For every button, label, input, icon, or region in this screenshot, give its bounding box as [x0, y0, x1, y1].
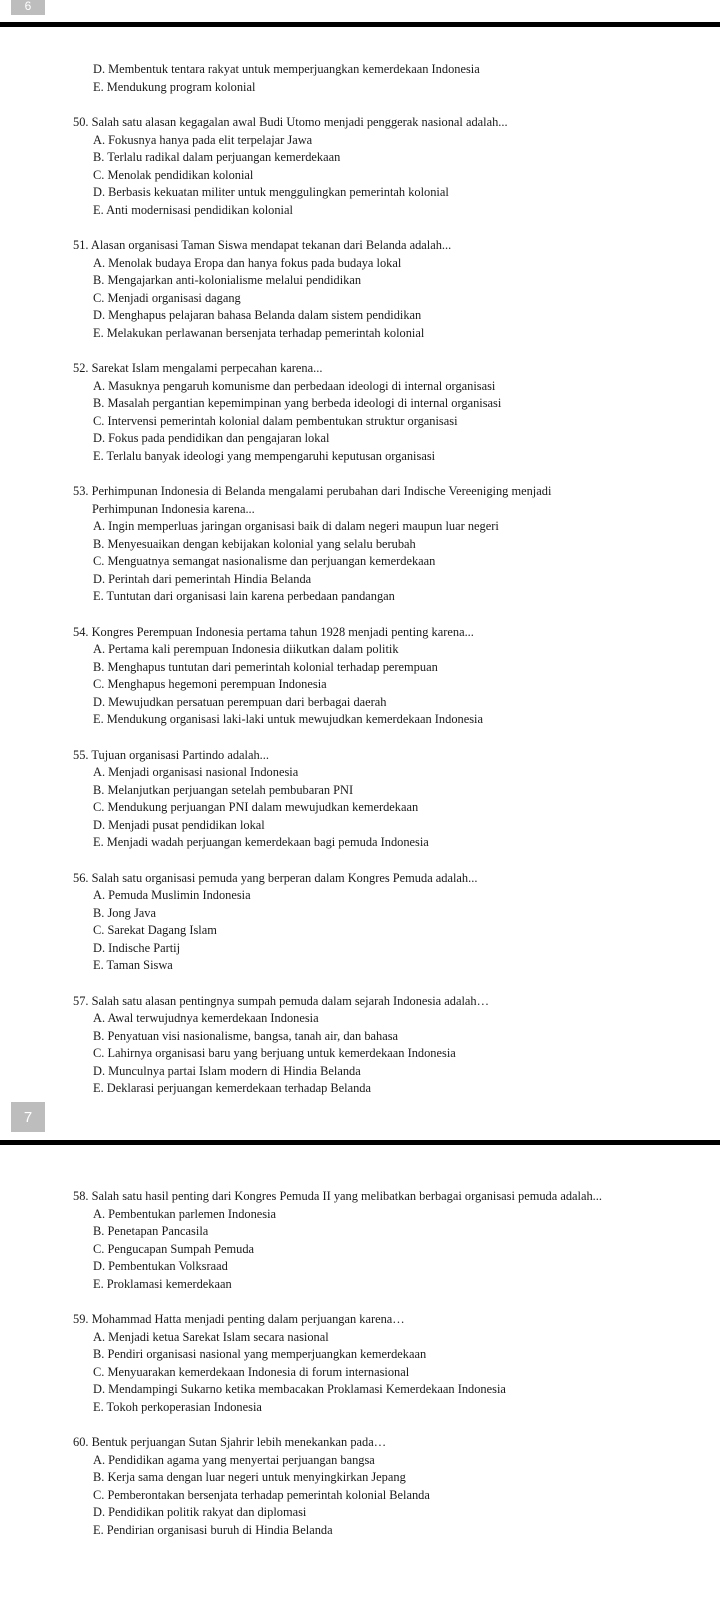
option: D. Pendidikan politik rakyat dan diplomasi [93, 1505, 307, 1519]
option: C. Menolak pendidikan kolonial [93, 167, 254, 182]
option: C. Menghapus hegemoni perempuan Indonesia [93, 677, 327, 691]
option: C. Pemberontakan bersenjata terhadap pemerintah kolonial Belanda [93, 1487, 430, 1502]
option: D. Menjadi pusat pendidikan lokal [93, 817, 265, 832]
option: B. Menyesuaikan dengan kebijakan kolonial yang selalu berubah [93, 536, 416, 551]
option: D. Indische Partij [93, 940, 181, 955]
option: E. Menjadi wadah perjuangan kemerdekaan bagi pemuda Indonesia [93, 835, 429, 849]
option: D. Mendampingi Sukarno ketika membacakan Proklamasi Kemerdekaan Indonesia [93, 1382, 506, 1396]
question-54 [0, 624, 720, 729]
option: A. Pemuda Muslimin Indonesia [93, 888, 251, 902]
option: A. Awal terwujudnya kemerdekaan Indonesia [93, 1011, 319, 1025]
option: E. Tuntutan dari organisasi lain karena perbedaan pandangan [93, 589, 395, 603]
question-text: 55. Tujuan organisasi Partindo adalah... [73, 747, 269, 762]
question-53 [0, 483, 720, 606]
question-60 [0, 1434, 720, 1539]
question-text-line: 53. Perhimpunan Indonesia di Belanda mengalami perubahan dari Indische Vereeniging menjadi [73, 484, 552, 498]
option: A. Masuknya pengaruh komunisme dan perbedaan ideologi di internal organisasi [93, 378, 496, 393]
option: C. Mendukung perjuangan PNI dalam mewujudkan kemerdekaan [93, 800, 419, 814]
page-number-badge: 6 [11, 0, 45, 15]
option: E. Tokoh perkoperasian Indonesia [93, 1399, 262, 1414]
option: B. Masalah pergantian kepemimpinan yang berbeda ideologi di internal organisasi [93, 396, 502, 410]
option: E. Mendukung organisasi laki-laki untuk mewujudkan kemerdekaan Indonesia [93, 712, 483, 726]
option: D. Membentuk tentara rakyat untuk memperjuangkan kemerdekaan Indonesia [93, 62, 480, 76]
option: B. Menghapus tuntutan dari pemerintah kolonial terhadap perempuan [93, 659, 438, 674]
option: A. Menolak budaya Eropa dan hanya fokus pada budaya lokal [93, 255, 402, 270]
question-text [0, 483, 720, 518]
option: B. Jong Java [93, 905, 156, 920]
option: A. Pertama kali perempuan Indonesia diikutkan dalam politik [93, 642, 399, 656]
question-50 [0, 114, 720, 219]
page-divider [0, 22, 720, 27]
option: C. Intervensi pemerintah kolonial dalam pembentukan struktur organisasi [93, 413, 458, 428]
question-51 [0, 237, 720, 342]
carry-over-options [0, 61, 720, 96]
option: C. Menjadi organisasi dagang [93, 290, 241, 305]
option: A. Ingin memperluas jaringan organisasi baik di dalam negeri maupun luar negeri [93, 519, 499, 533]
option: B. Mengajarkan anti-kolonialisme melalui pendidikan [93, 273, 362, 287]
option: D. Mewujudkan persatuan perempuan dari berbagai daerah [93, 694, 387, 709]
option: E. Deklarasi perjuangan kemerdekaan terhadap Belanda [93, 1081, 371, 1095]
option: D. Perintah dari pemerintah Hindia Belanda [93, 571, 312, 586]
question-58 [0, 1188, 720, 1293]
question-text: 58. Salah satu hasil penting dari Kongres Pemuda II yang melibatkan berbagai organisasi pemuda adalah... [73, 1189, 602, 1203]
option: A. Pendidikan agama yang menyertai perjuangan bangsa [93, 1452, 375, 1467]
option: E. Mendukung program kolonial [93, 79, 256, 94]
option: D. Pembentukan Volksraad [93, 1259, 228, 1273]
option: E. Melakukan perlawanan bersenjata terhadap pemerintah kolonial [93, 325, 425, 340]
question-56 [0, 870, 720, 975]
option: E. Taman Siswa [93, 958, 173, 972]
option: A. Menjadi organisasi nasional Indonesia [93, 765, 299, 779]
question-block-page-7 [0, 1188, 720, 1557]
option: B. Pendiri organisasi nasional yang memperjuangkan kemerdekaan [93, 1347, 427, 1361]
option: C. Sarekat Dagang Islam [93, 923, 217, 937]
option: E. Pendirian organisasi buruh di Hindia Belanda [93, 1522, 333, 1537]
question-55 [0, 747, 720, 852]
question-text: 52. Sarekat Islam mengalami perpecahan karena... [73, 361, 323, 375]
option: C. Menguatnya semangat nasionalisme dan perjuangan kemerdekaan [93, 554, 436, 568]
option: D. Menghapus pelajaran bahasa Belanda dalam sistem pendidikan [93, 308, 422, 322]
question-52 [0, 360, 720, 465]
question-text: 56. Salah satu organisasi pemuda yang berperan dalam Kongres Pemuda adalah... [73, 870, 478, 885]
option: A. Menjadi ketua Sarekat Islam secara nasional [93, 1329, 329, 1344]
page-divider [0, 1140, 720, 1145]
question-text: 57. Salah satu alasan pentingnya sumpah pemuda dalam sejarah Indonesia adalah… [73, 993, 489, 1008]
question-57 [0, 993, 720, 1098]
option: A. Pembentukan parlemen Indonesia [93, 1206, 277, 1221]
option: B. Penyatuan visi nasionalisme, bangsa, tanah air, dan bahasa [93, 1028, 399, 1043]
question-text: 54. Kongres Perempuan Indonesia pertama tahun 1928 menjadi penting karena... [73, 624, 474, 639]
question-59 [0, 1311, 720, 1416]
question-text: 50. Salah satu alasan kegagalan awal Budi Utomo menjadi penggerak nasional adalah... [73, 115, 508, 129]
option: E. Proklamasi kemerdekaan [93, 1276, 232, 1291]
option: D. Munculnya partai Islam modern di Hindia Belanda [93, 1063, 361, 1078]
question-text: 59. Mohammad Hatta menjadi penting dalam perjuangan karena… [73, 1312, 405, 1326]
option: B. Melanjutkan perjuangan setelah pembubaran PNI [93, 782, 354, 797]
question-text-continued: Perhimpunan Indonesia karena... [92, 501, 255, 516]
option: B. Terlalu radikal dalam perjuangan kemerdekaan [93, 150, 341, 164]
option: E. Terlalu banyak ideologi yang mempengaruhi keputusan organisasi [93, 448, 436, 463]
option: D. Berbasis kekuatan militer untuk menggulingkan pemerintah kolonial [93, 185, 449, 199]
page-number-badge: 7 [11, 1102, 45, 1132]
option: E. Anti modernisasi pendidikan kolonial [93, 202, 293, 217]
option: D. Fokus pada pendidikan dan pengajaran lokal [93, 431, 330, 445]
option: A. Fokusnya hanya pada elit terpelajar Jawa [93, 132, 313, 147]
option: C. Pengucapan Sumpah Pemuda [93, 1241, 255, 1256]
option: C. Lahirnya organisasi baru yang berjuang untuk kemerdekaan Indonesia [93, 1046, 456, 1060]
question-text: 60. Bentuk perjuangan Sutan Sjahrir lebih menekankan pada… [73, 1435, 387, 1449]
option: B. Penetapan Pancasila [93, 1224, 209, 1238]
question-block-page-6 [0, 61, 720, 1116]
question-text: 51. Alasan organisasi Taman Siswa mendapat tekanan dari Belanda adalah... [73, 238, 452, 252]
option: B. Kerja sama dengan luar negeri untuk menyingkirkan Jepang [93, 1470, 406, 1484]
option: C. Menyuarakan kemerdekaan Indonesia di forum internasional [93, 1364, 410, 1379]
